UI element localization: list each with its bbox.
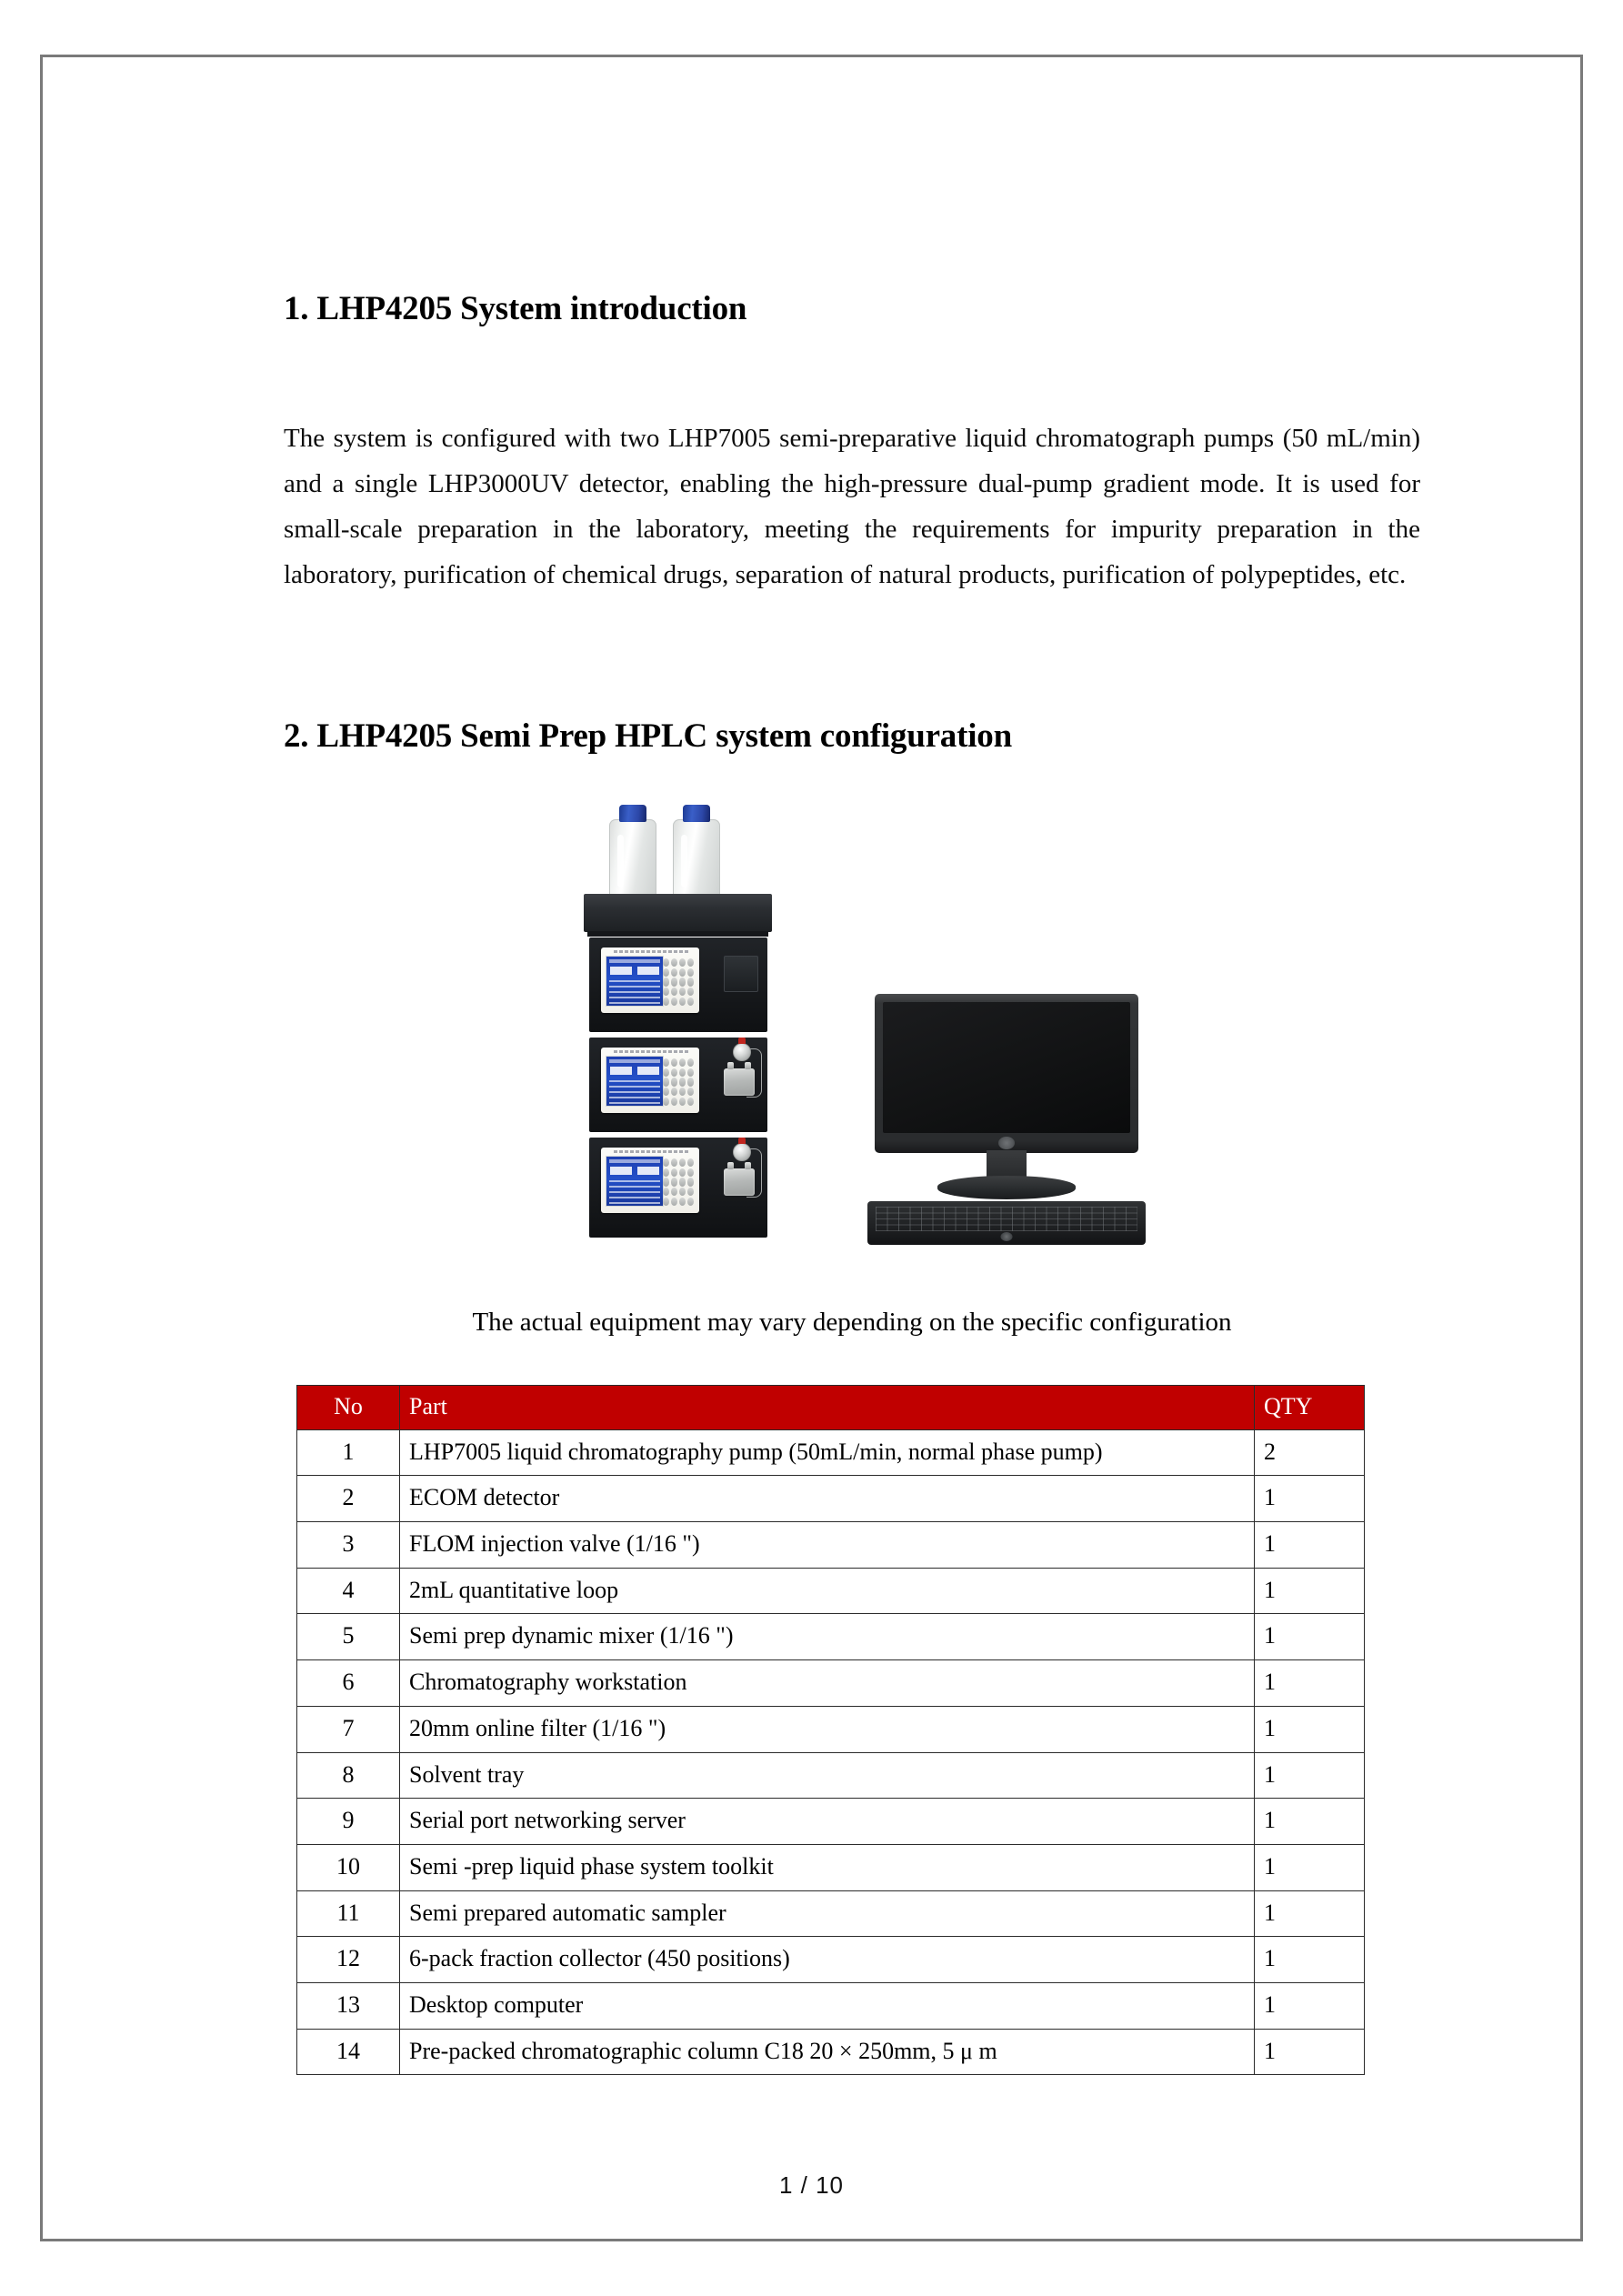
cell-part: Semi -prep liquid phase system toolkit bbox=[400, 1844, 1255, 1890]
cell-qty: 1 bbox=[1255, 1706, 1365, 1752]
monitor bbox=[875, 994, 1138, 1153]
section-2-heading: 2. LHP4205 Semi Prep HPLC system configuration bbox=[284, 717, 1012, 755]
cell-no: 13 bbox=[297, 1982, 400, 2029]
cell-part: LHP7005 liquid chromatography pump (50mL/min, normal phase pump) bbox=[400, 1429, 1255, 1476]
pump-module-a bbox=[589, 1038, 767, 1132]
pump-b-keypad bbox=[663, 1158, 694, 1206]
cell-qty: 1 bbox=[1255, 1937, 1365, 1983]
page-frame bbox=[40, 55, 1583, 2241]
pump-b-pressure-sensor-icon bbox=[733, 1143, 751, 1161]
pump-b-lcd-screen bbox=[606, 1156, 664, 1207]
detector-flow-cell-box bbox=[724, 956, 758, 992]
cell-no: 1 bbox=[297, 1429, 400, 1476]
cell-qty: 1 bbox=[1255, 1476, 1365, 1522]
hplc-stack-image bbox=[584, 803, 779, 1258]
cell-part: Serial port networking server bbox=[400, 1799, 1255, 1845]
pump-a-keypad bbox=[663, 1058, 694, 1106]
table-row bbox=[297, 1937, 1365, 1983]
cell-no: 12 bbox=[297, 1937, 400, 1983]
table-row bbox=[297, 1614, 1365, 1660]
cell-part: Chromatography workstation bbox=[400, 1660, 1255, 1707]
cell-part: 20mm online filter (1/16 ") bbox=[400, 1706, 1255, 1752]
solvent-bottle-left-icon bbox=[609, 819, 656, 897]
cell-qty: 1 bbox=[1255, 1982, 1365, 2029]
cell-no: 10 bbox=[297, 1844, 400, 1890]
pump-a-front-panel bbox=[601, 1048, 699, 1113]
cell-no: 5 bbox=[297, 1614, 400, 1660]
cell-no: 7 bbox=[297, 1706, 400, 1752]
solvent-bottle-right-icon bbox=[673, 819, 720, 897]
cell-qty: 1 bbox=[1255, 1522, 1365, 1569]
cell-part: ECOM detector bbox=[400, 1476, 1255, 1522]
cell-no: 9 bbox=[297, 1799, 400, 1845]
table-row bbox=[297, 1890, 1365, 1937]
table-header-row bbox=[297, 1386, 1365, 1430]
detector-module bbox=[589, 937, 767, 1032]
cell-part: Desktop computer bbox=[400, 1982, 1255, 2029]
table-row bbox=[297, 1706, 1365, 1752]
table-row bbox=[297, 1429, 1365, 1476]
pump-a-pump-head bbox=[724, 1068, 755, 1096]
monitor-stand-base bbox=[937, 1176, 1076, 1199]
cell-no: 8 bbox=[297, 1752, 400, 1799]
page-number-footer: 1 / 10 bbox=[778, 2171, 845, 2199]
monitor-brand-logo-icon bbox=[998, 1137, 1015, 1149]
cell-qty: 1 bbox=[1255, 1568, 1365, 1614]
cell-part: Pre-packed chromatographic column C18 20 × 250mm, 5 μ m bbox=[400, 2029, 1255, 2075]
table-row bbox=[297, 1844, 1365, 1890]
section-1-heading: 1. LHP4205 System introduction bbox=[284, 290, 747, 327]
cell-qty: 1 bbox=[1255, 1890, 1365, 1937]
detector-keypad bbox=[663, 958, 694, 1006]
table-row bbox=[297, 1799, 1365, 1845]
table-row bbox=[297, 1752, 1365, 1799]
pump-b-front-panel bbox=[601, 1148, 699, 1213]
table-row bbox=[297, 1476, 1365, 1522]
pump-a-pressure-sensor-icon bbox=[733, 1043, 751, 1061]
cell-qty: 1 bbox=[1255, 1844, 1365, 1890]
cell-no: 2 bbox=[297, 1476, 400, 1522]
cell-part: Semi prep dynamic mixer (1/16 ") bbox=[400, 1614, 1255, 1660]
monitor-screen bbox=[883, 1002, 1130, 1133]
cell-part: FLOM injection valve (1/16 ") bbox=[400, 1522, 1255, 1569]
cell-part: Semi prepared automatic sampler bbox=[400, 1890, 1255, 1937]
system-configuration-table bbox=[296, 1385, 1365, 2075]
cell-qty: 1 bbox=[1255, 1614, 1365, 1660]
cell-part: 6-pack fraction collector (450 positions) bbox=[400, 1937, 1255, 1983]
column-header-qty: QTY bbox=[1255, 1386, 1365, 1430]
table-row bbox=[297, 1568, 1365, 1614]
keyboard-keys bbox=[876, 1207, 1137, 1231]
cell-qty: 1 bbox=[1255, 1752, 1365, 1799]
cell-qty: 1 bbox=[1255, 1660, 1365, 1707]
cell-qty: 1 bbox=[1255, 2029, 1365, 2075]
cell-no: 4 bbox=[297, 1568, 400, 1614]
keyboard-brand-logo-icon bbox=[1001, 1232, 1013, 1241]
detector-lcd-screen bbox=[606, 956, 664, 1007]
table-row bbox=[297, 1522, 1365, 1569]
cell-part: 2mL quantitative loop bbox=[400, 1568, 1255, 1614]
desktop-computer-image bbox=[875, 994, 1138, 1258]
equipment-figure bbox=[284, 803, 1420, 1285]
pump-b-pump-head bbox=[724, 1168, 755, 1196]
pump-a-lcd-screen bbox=[606, 1056, 664, 1107]
pump-module-b bbox=[589, 1138, 767, 1238]
table-row bbox=[297, 2029, 1365, 2075]
cell-qty: 1 bbox=[1255, 1799, 1365, 1845]
cell-part: Solvent tray bbox=[400, 1752, 1255, 1799]
table-row bbox=[297, 1660, 1365, 1707]
figure-caption: The actual equipment may vary depending on the specific configuration bbox=[472, 1308, 1232, 1337]
solvent-tray-icon bbox=[584, 894, 772, 932]
cell-no: 14 bbox=[297, 2029, 400, 2075]
detector-front-panel bbox=[601, 947, 699, 1013]
column-header-no: No bbox=[297, 1386, 400, 1430]
cell-no: 11 bbox=[297, 1890, 400, 1937]
keyboard bbox=[867, 1201, 1146, 1245]
panel-title-strip bbox=[614, 950, 688, 953]
table-body bbox=[297, 1429, 1365, 2075]
section-1-paragraph: The system is configured with two LHP7005 semi-preparative liquid chromatograph pumps (50 mL/min) and a single LHP3000UV detector, enabling the high-pressure dual-pump gradient mode. It is used for small-scale preparation in the laboratory, meeting the requirements for impurity preparation in the laboratory, purification of chemical drugs, separation of natural products, purification of polypeptides, etc. bbox=[284, 424, 1420, 589]
cell-qty: 2 bbox=[1255, 1429, 1365, 1476]
cell-no: 6 bbox=[297, 1660, 400, 1707]
table-row bbox=[297, 1982, 1365, 2029]
column-header-part: Part bbox=[400, 1386, 1255, 1430]
cell-no: 3 bbox=[297, 1522, 400, 1569]
